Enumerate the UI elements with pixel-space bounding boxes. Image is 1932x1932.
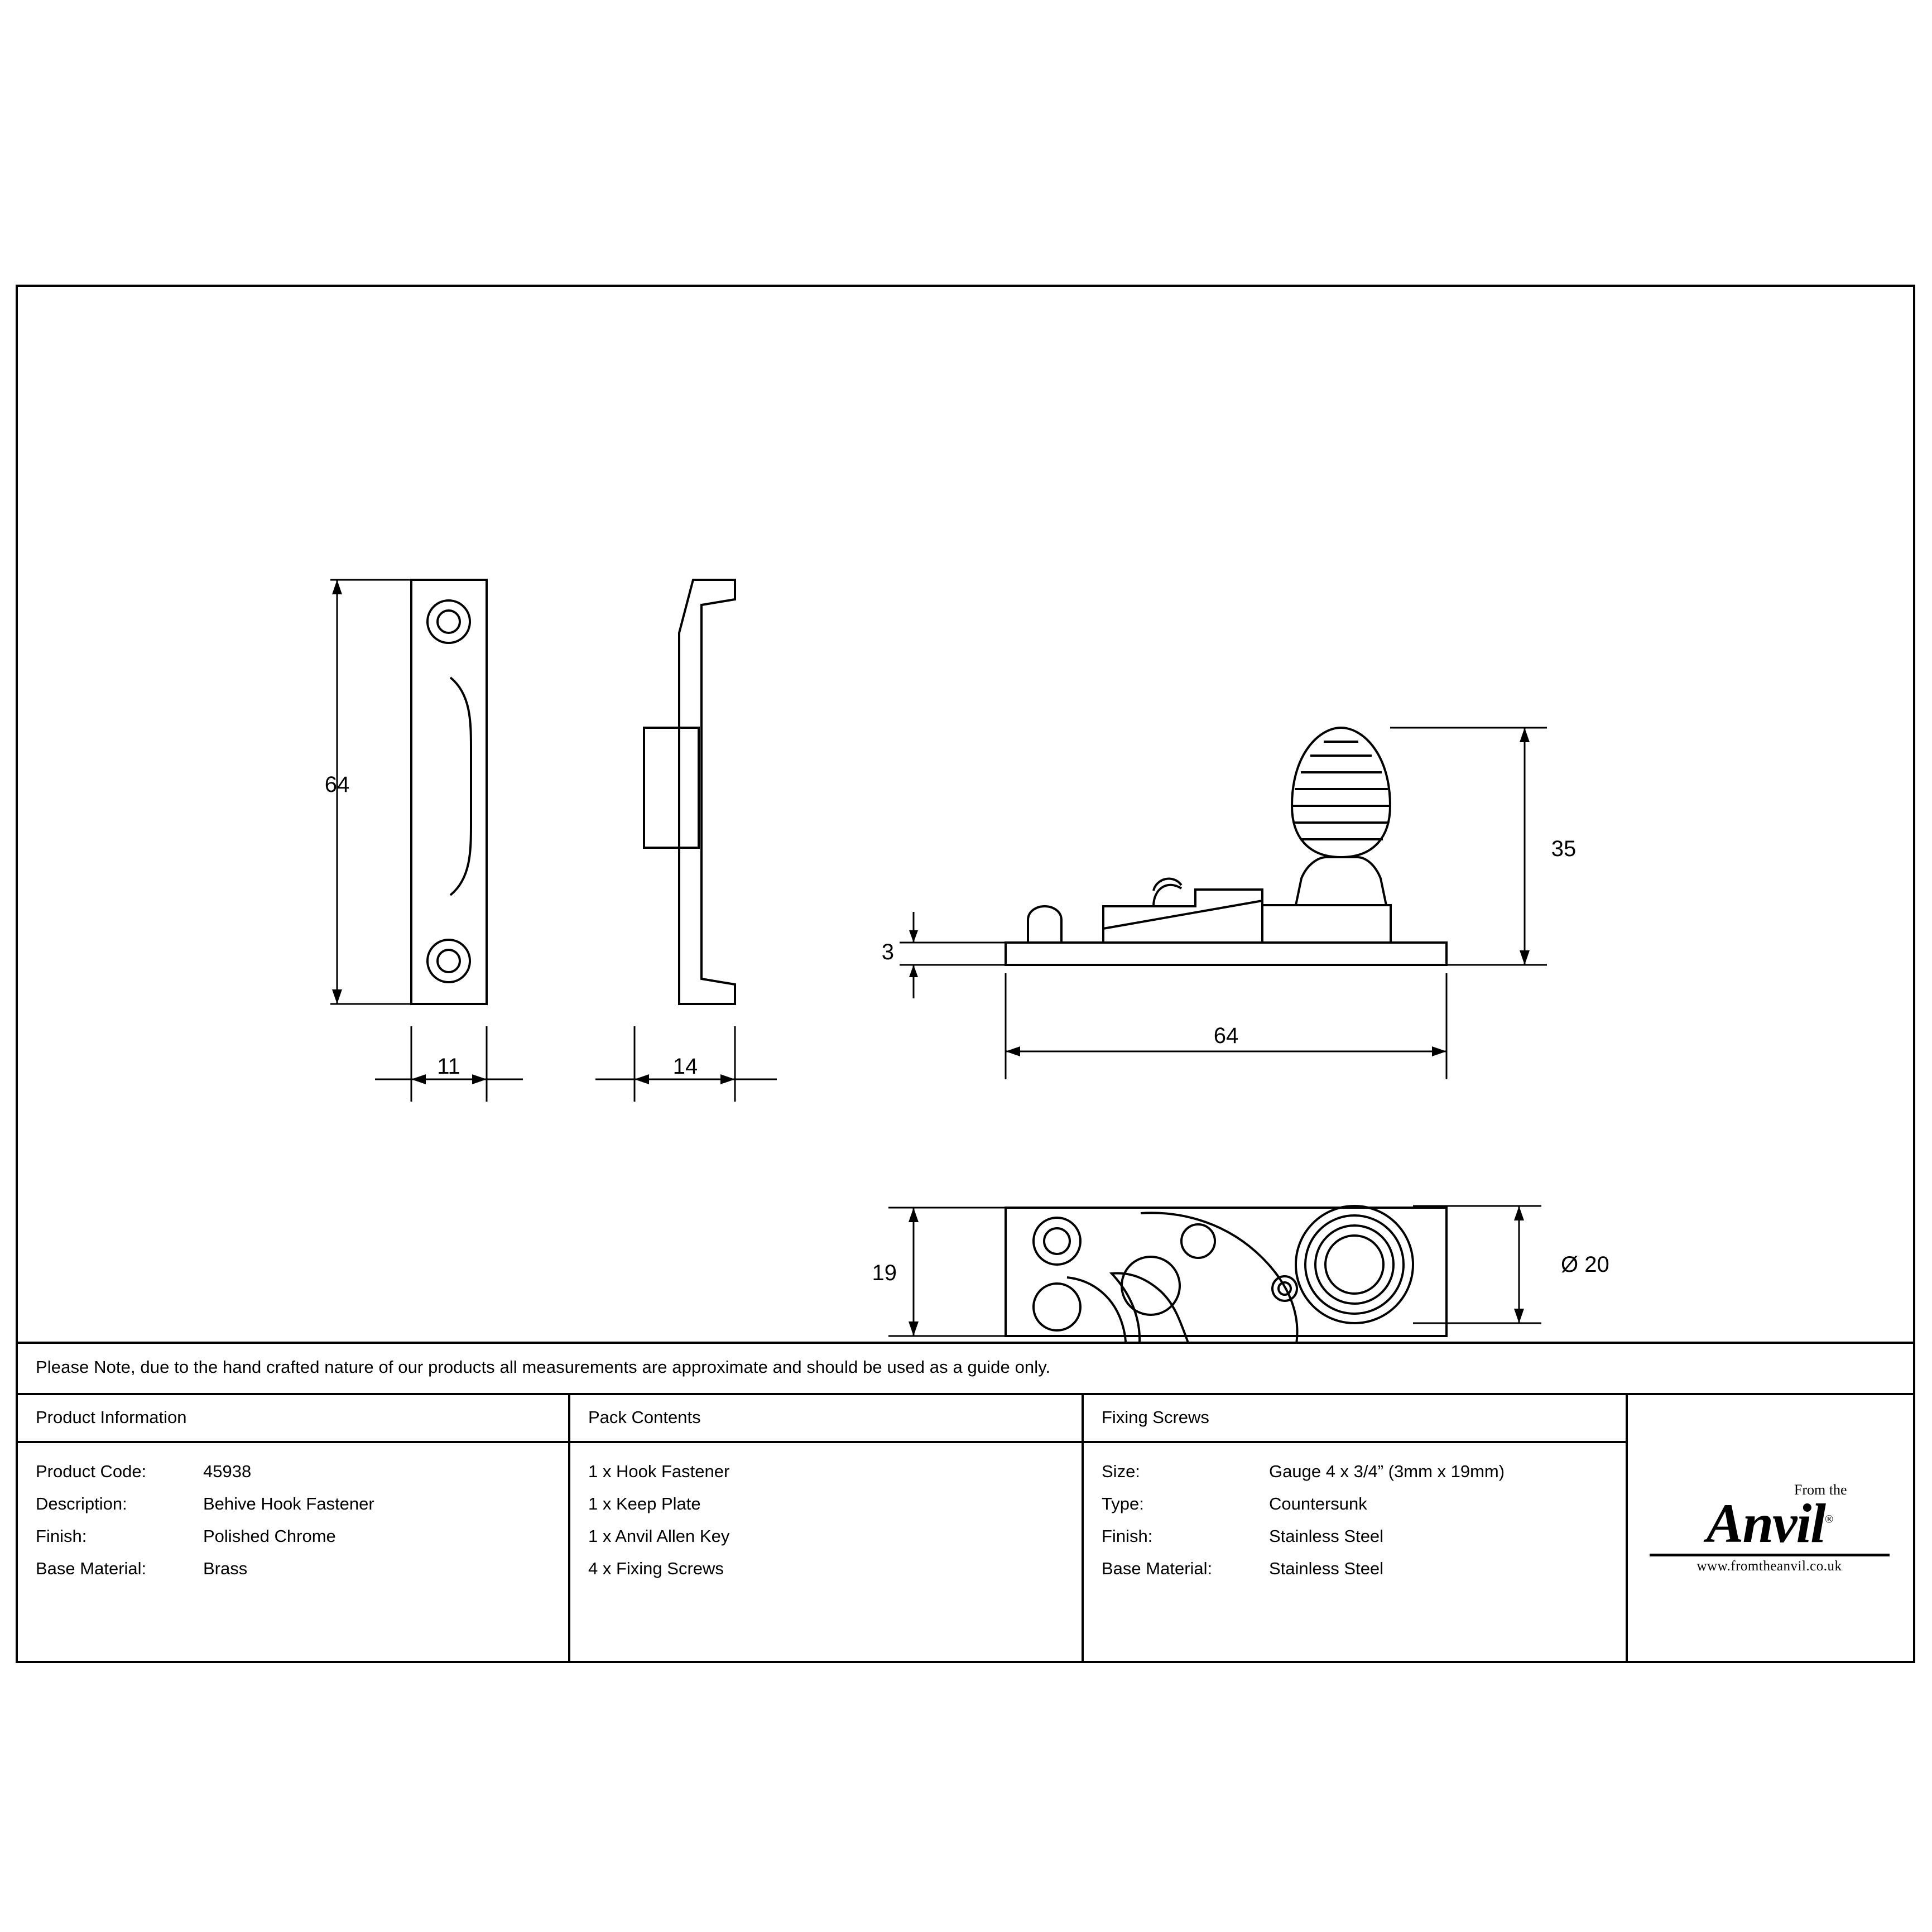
info-row — [18, 1393, 1913, 1661]
dimension-label-knob-height: 35 — [1551, 837, 1577, 861]
product-information-heading: Product Information — [36, 1407, 187, 1427]
screw-size-label: Size: — [1102, 1462, 1140, 1481]
list-item: 1 x Anvil Allen Key — [588, 1526, 730, 1546]
table-row — [36, 1488, 563, 1520]
dimension-label-knob-diameter: Ø 20 — [1561, 1252, 1609, 1277]
table-row — [1102, 1520, 1620, 1553]
list-item: 4 x Fixing Screws — [588, 1559, 724, 1578]
drawing-frame — [16, 285, 1915, 1663]
divider — [18, 1441, 568, 1443]
table-row — [1102, 1553, 1620, 1585]
product-information-column — [18, 1395, 570, 1661]
screw-type-label: Type: — [1102, 1494, 1144, 1513]
fastener-side-elevation — [1006, 728, 1446, 965]
list-item: 1 x Hook Fastener — [588, 1462, 730, 1481]
dimension-3-thickness — [900, 912, 1006, 998]
base-material-value: Brass — [203, 1559, 248, 1578]
measurement-note: Please Note, due to the hand crafted nature of our products all measurements are approximate and should be used as a guide only. — [36, 1357, 1051, 1377]
description-value: Behive Hook Fastener — [203, 1494, 374, 1513]
drawing-area — [18, 287, 1913, 1342]
divider — [570, 1441, 1082, 1443]
finish-label: Finish: — [36, 1526, 87, 1546]
keep-front-view — [411, 580, 487, 1004]
screw-type-value: Countersunk — [1269, 1494, 1367, 1513]
list-item: 1 x Keep Plate — [588, 1494, 701, 1513]
brand-logo-column — [1628, 1395, 1911, 1661]
note-row — [18, 1342, 1913, 1393]
table-row — [36, 1520, 563, 1553]
finish-value: Polished Chrome — [203, 1526, 336, 1546]
beehive-knob-plan — [1296, 1206, 1413, 1323]
logo — [1628, 1395, 1911, 1661]
dimension-label-plate-width: 19 — [872, 1261, 897, 1285]
base-material-label: Base Material: — [36, 1559, 147, 1578]
dimension-label-fastener-length: 64 — [1213, 1023, 1239, 1048]
divider — [1084, 1441, 1626, 1443]
dimension-label-keep-width: 11 — [437, 1054, 460, 1079]
beehive-knob-side — [1292, 728, 1390, 857]
table-row — [1102, 1488, 1620, 1520]
pack-contents-heading: Pack Contents — [588, 1407, 701, 1427]
dimension-label-keep-height: 64 — [324, 772, 350, 797]
keep-side-view — [644, 580, 735, 1004]
logo-from-the-text: From the — [1794, 1482, 1847, 1498]
dimension-35-vertical — [1390, 728, 1547, 965]
registered-trademark-icon: ® — [1825, 1513, 1833, 1526]
table-row — [1102, 1455, 1620, 1488]
fixing-screws-heading: Fixing Screws — [1102, 1407, 1209, 1427]
technical-drawing-svg — [18, 287, 1913, 1342]
fastener-plan-view — [1006, 1206, 1446, 1342]
dimension-19-vertical — [888, 1208, 1006, 1336]
screw-base-material-label: Base Material: — [1102, 1559, 1213, 1578]
screw-finish-label: Finish: — [1102, 1526, 1153, 1546]
logo-anvil-text: Anvil — [1706, 1492, 1825, 1554]
description-label: Description: — [36, 1494, 127, 1513]
screw-finish-value: Stainless Steel — [1269, 1526, 1384, 1546]
product-code-label: Product Code: — [36, 1462, 147, 1481]
screw-base-material-value: Stainless Steel — [1269, 1559, 1384, 1578]
dimension-diameter-20 — [1413, 1206, 1541, 1323]
product-code-value: 45938 — [203, 1462, 252, 1481]
screw-size-value: Gauge 4 x 3/4” (3mm x 19mm) — [1269, 1462, 1505, 1481]
pack-contents-column — [570, 1395, 1084, 1661]
dimension-label-base-thickness: 3 — [881, 940, 894, 964]
table-row — [36, 1553, 563, 1585]
fixing-screws-column — [1084, 1395, 1628, 1661]
table-row — [36, 1455, 563, 1488]
logo-anvil-wordmark — [1638, 1494, 1901, 1553]
dimension-label-keep-plate-width: 14 — [672, 1054, 698, 1079]
logo-url: www.fromtheanvil.co.uk — [1696, 1559, 1842, 1574]
